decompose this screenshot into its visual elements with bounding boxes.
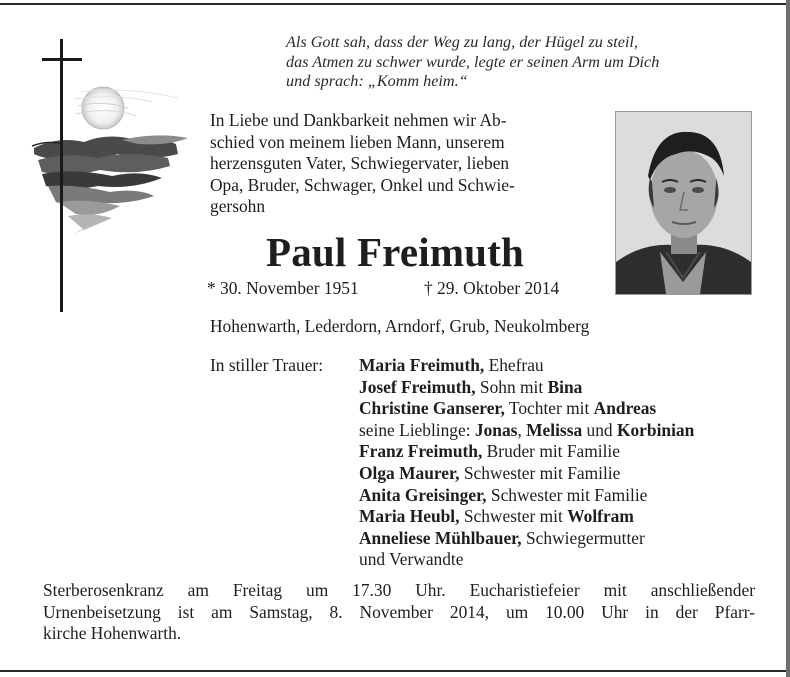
mourner-partner: Bina (547, 376, 583, 397)
verse-line: Als Gott sah, dass der Weg zu lang, der Hügel zu steil, (286, 33, 638, 51)
mourner-relation: Schwester mit (459, 506, 568, 527)
birth-date: * 30. November 1951 (207, 278, 359, 298)
separator: , (517, 419, 527, 440)
mourner-line (359, 463, 694, 485)
mourner-relation: Schwiegermutter (521, 527, 645, 548)
grandchild-name: Korbinian (616, 419, 695, 440)
verse-line: das Atmen zu schwer wurde, legte er seinen Arm um Dich (286, 52, 660, 71)
mourner-name: Olga Maurer, (359, 462, 460, 483)
mourners-list (359, 355, 694, 571)
mourner-partner: Wolfram (567, 506, 634, 527)
moon-icon (74, 87, 178, 129)
bottom-border (0, 670, 790, 672)
mourner-name: Josef Freimuth, (359, 376, 476, 397)
mourner-name: Maria Heubl, (359, 506, 460, 527)
mourner-line (359, 506, 694, 528)
mourner-relation: Schwester mit Familie (459, 462, 621, 483)
death-date: † 29. Oktober 2014 (424, 278, 560, 298)
hills-icon (32, 135, 188, 234)
service-line: Urnenbeisetzung ist am Samstag, 8. November 2014, um 10.00 Uhr in der Pfarr- (43, 601, 755, 622)
mourner-line (359, 420, 694, 442)
mourner-relation: Sohn mit (475, 376, 548, 397)
mourner-line (359, 549, 694, 571)
grandchild-name: Melissa (526, 419, 583, 440)
mourner-line (359, 528, 694, 550)
intro-line: Opa, Bruder, Schwager, Onkel und Schwie- (210, 174, 515, 195)
mourner-relation: Bruder mit Familie (482, 441, 620, 462)
verse (286, 33, 766, 92)
separator: und (582, 419, 617, 440)
mourner-relation: Schwester mit Familie (486, 484, 648, 505)
mourner-line (359, 377, 694, 399)
right-border (786, 0, 790, 677)
mourner-line (359, 398, 694, 420)
intro-line: schied von meinem lieben Mann, unserem (210, 131, 505, 152)
mourning-label: In stiller Trauer: (210, 355, 324, 375)
mourner-name: Anneliese Mühlbauer, (359, 527, 522, 548)
mourner-line (359, 355, 694, 377)
mourner-name: Christine Ganserer, (359, 398, 505, 419)
intro-line: herzensguten Vater, Schwiegervater, lieben (210, 153, 510, 174)
service-details (43, 580, 755, 645)
mourner-relation: und Verwandte (359, 549, 464, 570)
mourner-line (359, 441, 694, 463)
mourner-name: Franz Freimuth, (359, 441, 483, 462)
intro-line: gersohn (210, 196, 266, 217)
service-line: kirche Hohenwarth. (43, 623, 182, 644)
intro-line: In Liebe und Dankbarkeit nehmen wir Ab- (210, 110, 507, 130)
deceased-name: Paul Freimuth (265, 229, 525, 275)
verse-line: und sprach: „Komm heim.“ (286, 72, 468, 90)
grandchildren-prefix: seine Lieblinge: (359, 419, 475, 440)
places: Hohenwarth, Lederdorn, Arndorf, Grub, Neukolmberg (210, 316, 590, 336)
top-border (0, 3, 790, 5)
mourner-relation: Ehefrau (484, 355, 544, 375)
service-line: Sterberosenkranz am Freitag um 17.30 Uhr. Eucharistiefeier mit anschließender (43, 580, 755, 600)
intro-text (210, 110, 515, 218)
grandchild-name: Jonas (474, 419, 518, 440)
mourner-name: Maria Freimuth, (359, 355, 485, 375)
mourner-relation: Tochter mit (504, 398, 594, 419)
mourner-partner: Andreas (593, 398, 657, 419)
mourner-line (359, 485, 694, 507)
mourner-name: Anita Greisinger, (359, 484, 487, 505)
